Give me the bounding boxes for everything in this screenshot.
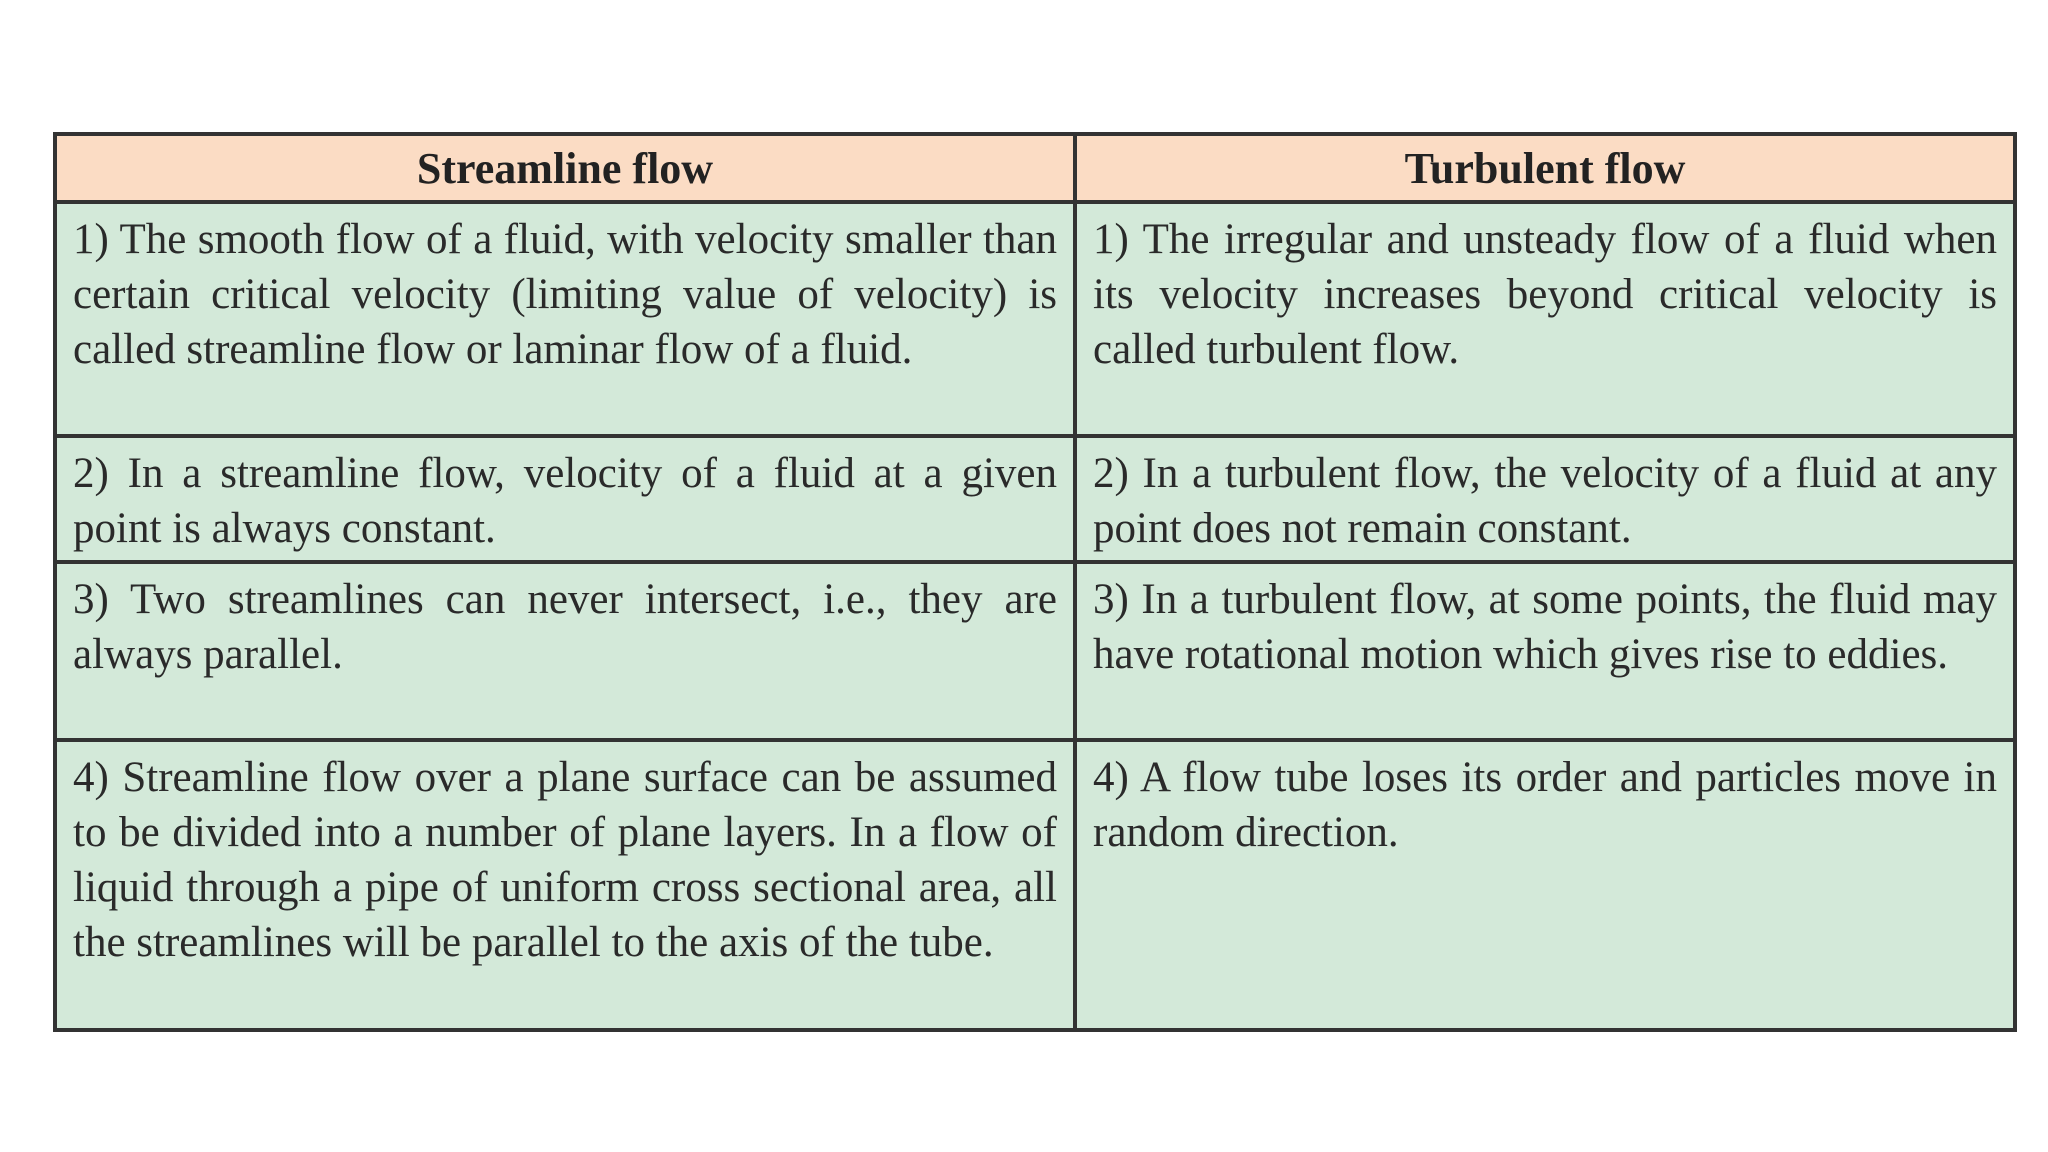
streamline-point-1: 1) The smooth flow of a fluid, with velocity smaller than certain critical velocity (limiting value of velocity) is called streamline flow or laminar flow of a fluid.: [55, 202, 1075, 436]
turbulent-point-1: 1) The irregular and unsteady flow of a fluid when its velocity increases beyond critical velocity is called turbulent flow.: [1075, 202, 2015, 436]
comparison-table: [53, 132, 2017, 1032]
table-row: [55, 740, 2015, 1030]
table-header-row: [55, 134, 2015, 202]
streamline-point-3: 3) Two streamlines can never intersect, i.e., they are always parallel.: [55, 562, 1075, 740]
streamline-point-2: 2) In a streamline flow, velocity of a fluid at a given point is always constant.: [55, 436, 1075, 562]
header-turbulent-flow: Turbulent flow: [1075, 134, 2015, 202]
turbulent-point-3: 3) In a turbulent flow, at some points, the fluid may have rotational motion which gives rise to eddies.: [1075, 562, 2015, 740]
table-row: [55, 202, 2015, 436]
turbulent-point-2: 2) In a turbulent flow, the velocity of a fluid at any point does not remain constant.: [1075, 436, 2015, 562]
header-streamline-flow: Streamline flow: [55, 134, 1075, 202]
turbulent-point-4: 4) A flow tube loses its order and particles move in random direction.: [1075, 740, 2015, 1030]
table-row: [55, 436, 2015, 562]
table-row: [55, 562, 2015, 740]
streamline-point-4: 4) Streamline flow over a plane surface can be assumed to be divided into a number of plane layers. In a flow of liquid through a pipe of uniform cross sectional area, all the streamlines will be parallel to the axis of the tube.: [55, 740, 1075, 1030]
